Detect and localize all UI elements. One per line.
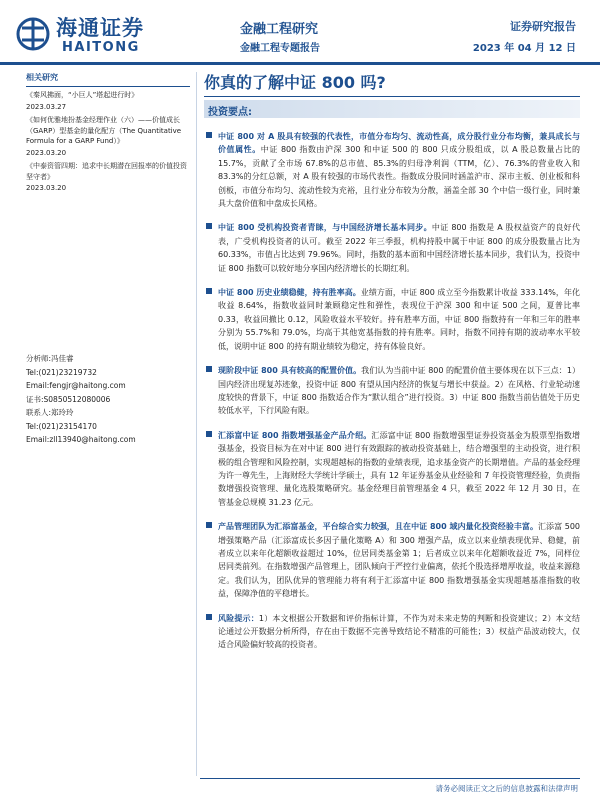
analyst-name: 分析师:冯佳睿 bbox=[26, 354, 74, 363]
page-title: 你真的了解中证 800 吗? bbox=[204, 72, 580, 97]
key-point-body: 业绩方面，中证 800 成立至今指数累计收益 333.14%，年化收益 8.64%，指数收益同时兼顾稳定性和弹性，表现位于沪深 300 和中证 500 之间，夏普比率 0.33，收益回撤比 0.12，风险收益水平较好。持有胜率方面，中证 800 指数持有一年和三年的胜率分别为 55.7%和 79.0%，均高于其他宽基指数的持有胜率。同时，指数不同持有期的波动率水平较低，说明中证 800 的持有期业绩较为稳定，持有体验良好。 bbox=[218, 288, 580, 351]
key-point bbox=[204, 612, 580, 652]
key-point-lead: 中证 800 对 A 股具有较强的代表性，市值分布均匀、流动性高，成分股行业分布均衡，兼具成长与价值属性。 bbox=[218, 132, 580, 155]
key-point bbox=[204, 286, 580, 353]
related-item[interactable] bbox=[26, 161, 190, 182]
invest-heading-bar bbox=[204, 100, 580, 118]
report-date: 2023 年 04 月 12 日 bbox=[472, 43, 576, 54]
key-point-lead: 风险提示： bbox=[218, 613, 259, 623]
key-point bbox=[204, 364, 580, 418]
key-point-body: 中证 800 指数由沪深 300 和中证 500 的 800 只成分股组成，以 A 股总数量占比的 15.7%，贡献了全市场 67.8%的总市值、85.3%的归母净利润（TTM，亿）、76.3%的营业收入和 83.3%的分红总额，对 A 股有较强的市场代表性。指数成分股同时涵盖沪市、深市主板、创业板和科创板，市值分布均匀、流动性较为充裕，且行业分布较为分散，涵盖全部 30 个中信一级行业，同时兼具大盘价值和中盘成长风格。 bbox=[218, 145, 581, 209]
square-bullet-icon bbox=[206, 522, 212, 528]
square-bullet-icon bbox=[206, 366, 212, 372]
related-date: 2023.03.20 bbox=[26, 148, 67, 157]
square-bullet-icon bbox=[206, 431, 212, 437]
logo-text-en: HAITONG bbox=[62, 40, 140, 55]
sidebar bbox=[26, 72, 190, 772]
related-item[interactable] bbox=[26, 115, 190, 147]
footer-divider bbox=[200, 778, 580, 779]
key-point bbox=[204, 221, 580, 275]
report-header bbox=[0, 0, 600, 68]
haitong-logo bbox=[16, 8, 156, 60]
contact-email[interactable]: Email:zll13940@haitong.com bbox=[26, 435, 136, 444]
square-bullet-icon bbox=[206, 614, 212, 620]
analyst-email[interactable]: Email:fengjr@haitong.com bbox=[26, 381, 126, 390]
related-title: 《秦风拂面，“小巨人”塔起进行时》 bbox=[26, 91, 139, 99]
key-point-lead: 产品管理团队为汇添富基金，平台综合实力较强，且在中证 800 域内量化投资经验丰富。 bbox=[218, 522, 539, 532]
related-date: 2023.03.20 bbox=[26, 184, 67, 192]
analyst-cert: 证书:S0850512080006 bbox=[26, 394, 111, 404]
report-subcategory: 金融工程专题报告 bbox=[240, 43, 320, 54]
related-date: 2023.03.27 bbox=[26, 102, 67, 111]
related-title: 《如何优雅地扮基金经理作业（六）——价值成长（GARP）型基金的量化配方（The Quantitative Formula for a GARP Fund）》 bbox=[26, 116, 182, 145]
square-bullet-icon bbox=[206, 132, 212, 138]
key-point bbox=[204, 130, 580, 210]
footer-disclaimer: 请务必阅读正文之后的信息披露和法律声明 bbox=[435, 784, 578, 793]
related-research-heading: 相关研究 bbox=[26, 72, 190, 87]
key-point-body: 汇添富中证 800 指数增强型证券投资基金为股票型指数增强基金，投资目标为在对中证 800 进行有效跟踪的被动投资基础上，结合增强型的主动投资，进行积极的组合管理和风险控制，实现超越标的指数的业绩表现，追求基金资产的长期增值。产品的基金经理为许一尊先生，上海财经大学统计学硕士，具有 12 年证券基金从业经验和 7 年投资管理经验，负责指数增强投资管理、量化选股策略研究。基金经理目前管理基金 4 只，截至 2022 年 12 月 30 日，在管基金总规模 31.23 亿元。 bbox=[218, 430, 580, 507]
header-divider bbox=[0, 62, 600, 65]
logo-text-cn: 海通证券 bbox=[56, 15, 144, 40]
contact-tel: Tel:(021)23154170 bbox=[26, 421, 97, 431]
invest-heading: 投资要点: bbox=[208, 107, 252, 118]
key-point-body: 1）本文根据公开数据和评价指标计算，不作为对未来走势的判断和投资建议；2）本文结论通过公开数据分析所得，存在由于数据不完善导致结论不精准的可能性；3）权益产品波动较大，仅适合风险偏好较高的投资者。 bbox=[218, 613, 581, 650]
key-point bbox=[204, 429, 580, 509]
key-point-body: 我们认为当前中证 800 的配置价值主要体现在以下三点：1）国内经济出现复苏迹象，投资中证 800 有望从国内经济的恢复与增长中获益。2）在风格、行业轮动速度较快的背景下，中证 800 指数适合作为“默认组合”进行投资。3）中证 800 指数当前估值处于历史较低水平，下行风险有限。 bbox=[218, 366, 580, 416]
related-title: 《中泰资管四期：追求中长期潜在回报率的价值投资坚守者》 bbox=[26, 162, 187, 181]
column-divider bbox=[196, 72, 197, 776]
haitong-logo-icon bbox=[16, 14, 50, 54]
key-point-body: 中证 800 指数是 A 股权益资产的良好代表，广受机构投资者的认可。截至 2022 年三季报，机构持股中属于中证 800 的成分股数量占比为 60.33%，市值占比达到 79.96%。同时，指数的基本面和中国经济增长基本同步，我们认为，投资中证 800 指数可以较好地分享国内经济增长的长期红利。 bbox=[218, 223, 580, 273]
related-item[interactable] bbox=[26, 90, 190, 101]
key-point-lead: 现阶段中证 800 具有较高的配置价值。 bbox=[218, 366, 362, 376]
related-list bbox=[26, 90, 190, 194]
key-point bbox=[204, 520, 580, 600]
key-point-lead: 汇添富中证 800 指数增强基金产品介绍。 bbox=[218, 430, 372, 440]
square-bullet-icon bbox=[206, 223, 212, 229]
analyst-tel: Tel:(021)23219732 bbox=[26, 367, 97, 377]
analyst-info bbox=[26, 352, 190, 447]
key-point-lead: 中证 800 历史业绩稳健，持有胜率高。 bbox=[218, 288, 361, 298]
key-points bbox=[204, 130, 580, 652]
report-type: 证券研究报告 bbox=[510, 20, 576, 33]
key-point-lead: 中证 800 受机构投资者青睐，与中国经济增长基本同步。 bbox=[218, 223, 432, 233]
contact-name: 联系人:郑玲玲 bbox=[26, 408, 74, 417]
report-category: 金融工程研究 bbox=[240, 22, 319, 37]
main-content bbox=[204, 72, 580, 663]
square-bullet-icon bbox=[206, 288, 212, 294]
key-point-body: 汇添富 500 增强策略产品（汇添富成长多因子量化策略 A）和 300 增强产品，成立以来业绩表现优异、稳健，前者成立以来年化超额收益超过 10%，位居同类基金第 1；后者成立以来年化超额收益近 7%，同样位居同类前列。在指数增强产品管理上，团队倾向于严控行业偏离，依托个股选择增厚收益，收益来源稳定。我们认为，团队优异的管理能力将有利于汇添富中证 800 指数增强基金实现超越基准指数的收益，保障净值的平稳增长。 bbox=[218, 522, 581, 599]
